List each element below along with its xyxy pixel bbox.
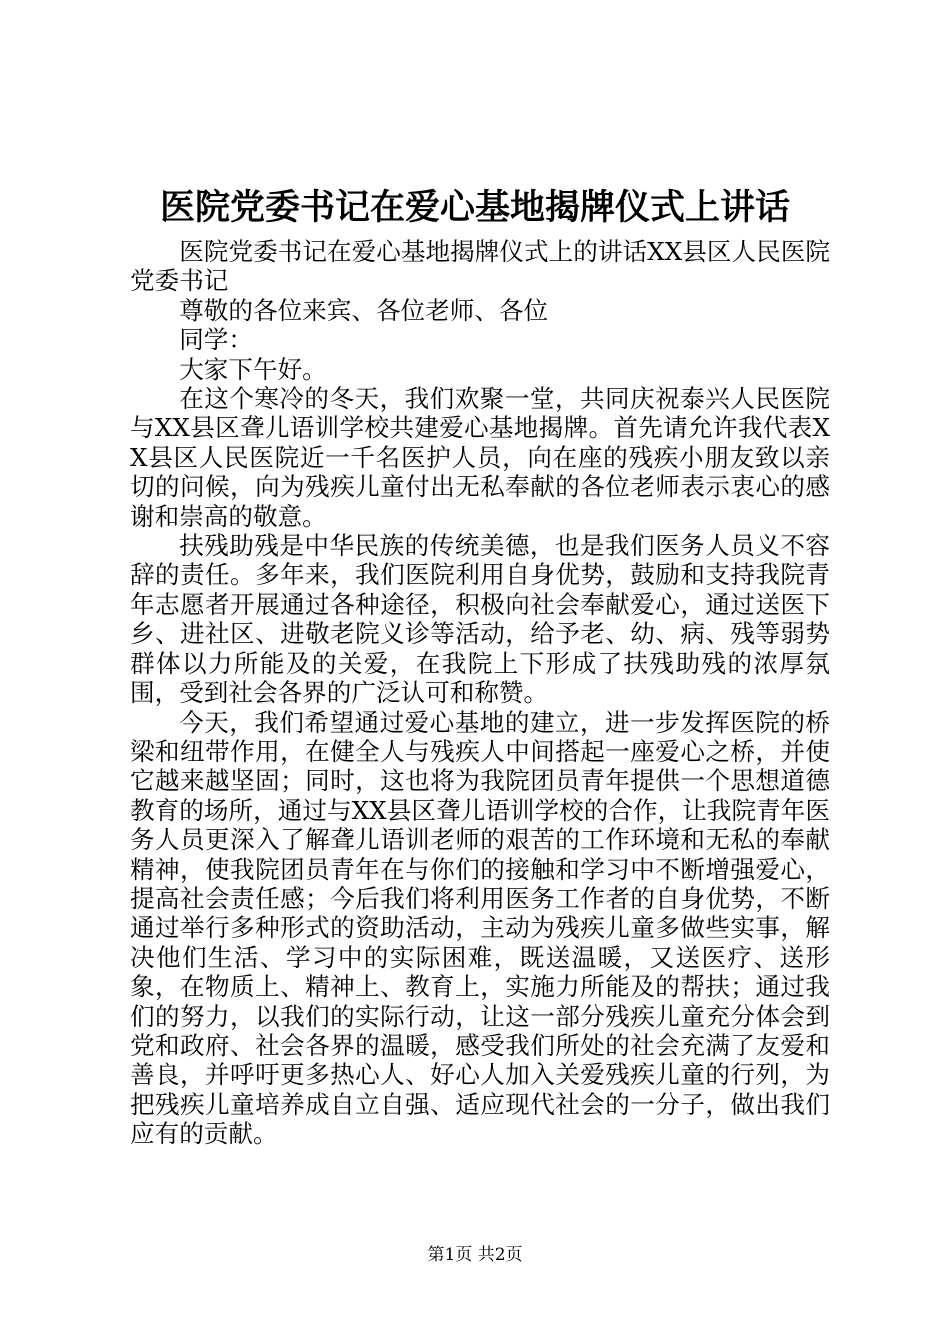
paragraph-body-1: 在这个寒冷的冬天，我们欢聚一堂，共同庆祝泰兴人民医院与XX县区聋儿语训学校共建爱心基地揭牌。首先请允许我代表XX县区人民医院近一千名医护人员，向在座的残疾小朋友致以亲切的问候，向为残疾儿童付出无私奉献的各位老师表示衷心的感谢和崇高的敬意。 — [130, 384, 830, 531]
paragraph-body-2: 扶残助残是中华民族的传统美德，也是我们医务人员义不容辞的责任。多年来，我们医院利用自身优势，鼓励和支持我院青年志愿者开展通过各种途径，积极向社会奉献爱心，通过送医下乡、进社区、进敬老院义诊等活动，给予老、幼、病、残等弱势群体以力所能及的关爱，在我院上下形成了扶残助残的浓厚氛围，受到社会各界的广泛认可和称赞。 — [130, 531, 830, 708]
document-body — [130, 237, 830, 1149]
paragraph-greeting: 大家下午好。 — [179, 354, 327, 384]
paragraph-body-3: 今天，我们希望通过爱心基地的建立，进一步发挥医院的桥梁和纽带作用，在健全人与残疾人中间搭起一座爱心之桥，并使它越来越坚固；同时，这也将为我院团员青年提供一个思想道德教育的场所，通过与XX县区聋儿语训学校的合作，让我院青年医务人员更深入了解聋儿语训老师的艰苦的工作环境和无私的奉献精神，使我院团员青年在与你们的接触和学习中不断增强爱心，提高社会责任感；今后我们将利用医务工作者的自身优势，不断通过举行多种形式的资助活动，主动为残疾儿童多做些实事，解决他们生活、学习中的实际困难，既送温暖，又送医疗、送形象，在物质上、精神上、教育上，实施力所能及的帮扶；通过我们的努力，以我们的实际行动，让这一部分残疾儿童充分体会到党和政府、社会各界的温暖，感受我们所处的社会充满了友爱和善良，并呼吁更多热心人、好心人加入关爱残疾儿童的行列，为把残疾儿童培养成自立自强、适应现代社会的一分子，做出我们应有的贡献。 — [130, 707, 830, 1149]
page-number-footer: 第1页 共2页 — [427, 1245, 523, 1265]
paragraph-salutation-cont: 同学： — [179, 325, 253, 355]
document-title: 医院党委书记在爱心基地揭牌仪式上讲话 — [159, 187, 790, 228]
paragraph-salutation: 尊敬的各位来宾、各位老师、各位 — [179, 295, 549, 325]
paragraph-heading-line: 医院党委书记在爱心基地揭牌仪式上的讲话XX县区人民医院党委书记 — [130, 237, 830, 296]
